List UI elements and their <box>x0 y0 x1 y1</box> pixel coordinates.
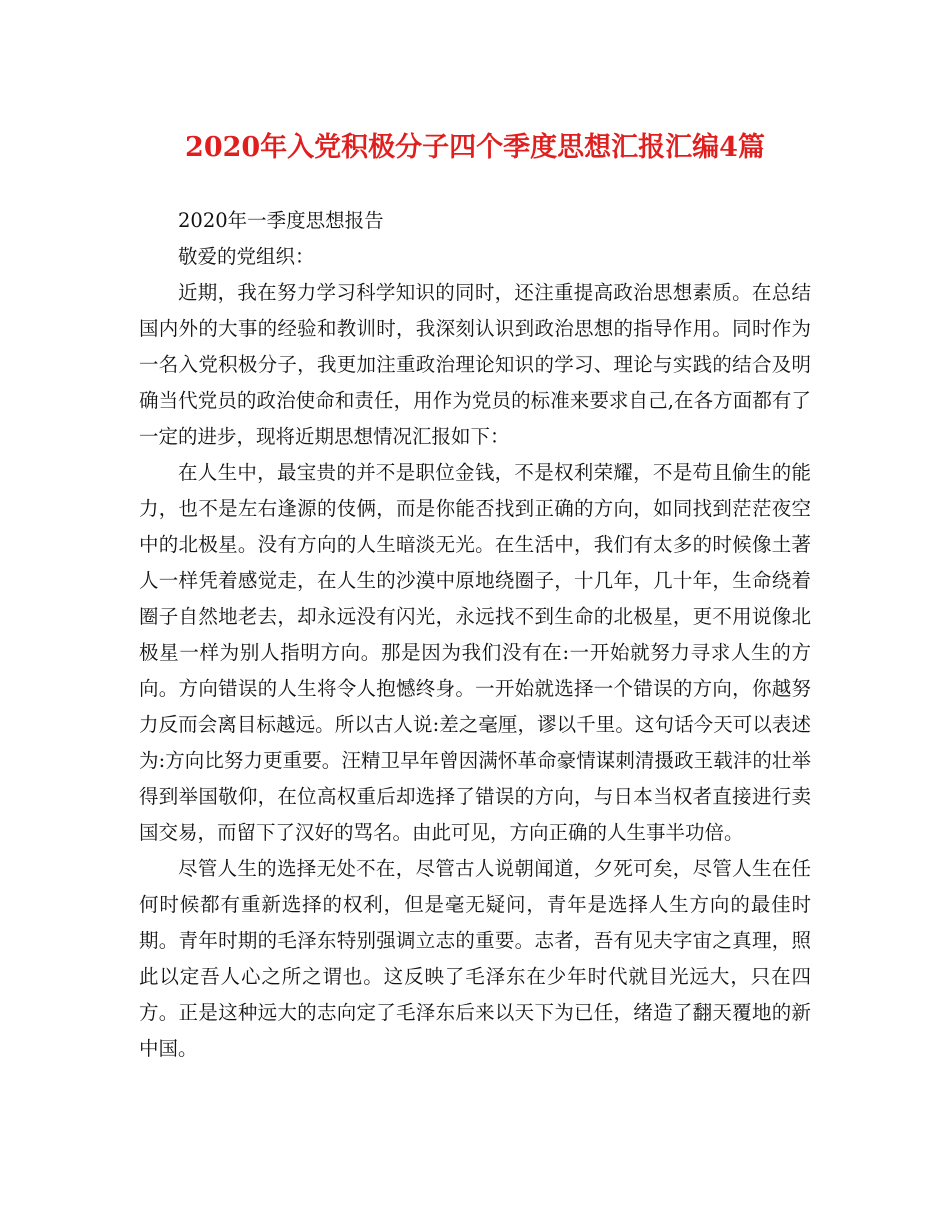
document-title: 2020年入党积极分子四个季度思想汇报汇编4篇 <box>185 132 765 163</box>
salutation: 敬爱的党组织： <box>178 245 315 268</box>
paragraph-1: 近期，我在努力学习科学知识的同时，还注重提高政治思想素质。在总结国内外的大事的经验和教训时，我深刻认识到政治思想的指导作用。同时作为一名入党积极分子，我更加注重政治理论知识的学习、理论与实践的结合及明确当代党员的政治使命和责任，用作为党员的标准来要求自己,在各方面都有了一定的进步，现将近期思想情况汇报如下： <box>139 281 811 448</box>
paragraph-3: 尽管人生的选择无处不在，尽管古人说朝闻道，夕死可矣，尽管人生在任何时候都有重新选择的权利，但是毫无疑问，青年是选择人生方向的最佳时期。青年时期的毛泽东特别强调立志的重要。志者，吾有见夫字宙之真理，照此以定吾人心之所之谓也。这反映了毛泽东在少年时代就目光远大，只在四方。正是这种远大的志向定了毛泽东后来以天下为已任，绪造了翻天覆地的新中国。 <box>139 857 811 1060</box>
document-body <box>139 203 811 1067</box>
section-heading: 2020年一季度思想报告 <box>178 209 384 232</box>
paragraph-2: 在人生中，最宝贵的并不是职位金钱，不是权利荣耀，不是苟且偷生的能力，也不是左右逢源的伎俩，而是你能否找到正确的方向，如同找到茫茫夜空中的北极星。没有方向的人生暗淡无光。在生活中，我们有太多的时候像土著人一样凭着感觉走，在人生的沙漠中原地绕圈子，十几年，几十年，生命绕着圈子自然地老去，却永远没有闪光，永远找不到生命的北极星，更不用说像北极星一样为别人指明方向。那是因为我们没有在:一开始就努力寻求人生的方向。方向错误的人生将令人抱憾终身。一开始就选择一个错误的方向，你越努力反而会离目标越远。所以古人说:差之毫厘，谬以千里。这句话今天可以表述为:方向比努力更重要。汪精卫早年曾因满怀革命豪情谋刺清摄政王载沣的壮举得到举国敬仰，在位高权重后却选择了错误的方向，与日本当权者直接进行卖国交易，而留下了汉好的骂名。由此可见，方向正确的人生事半功倍。 <box>139 461 811 844</box>
